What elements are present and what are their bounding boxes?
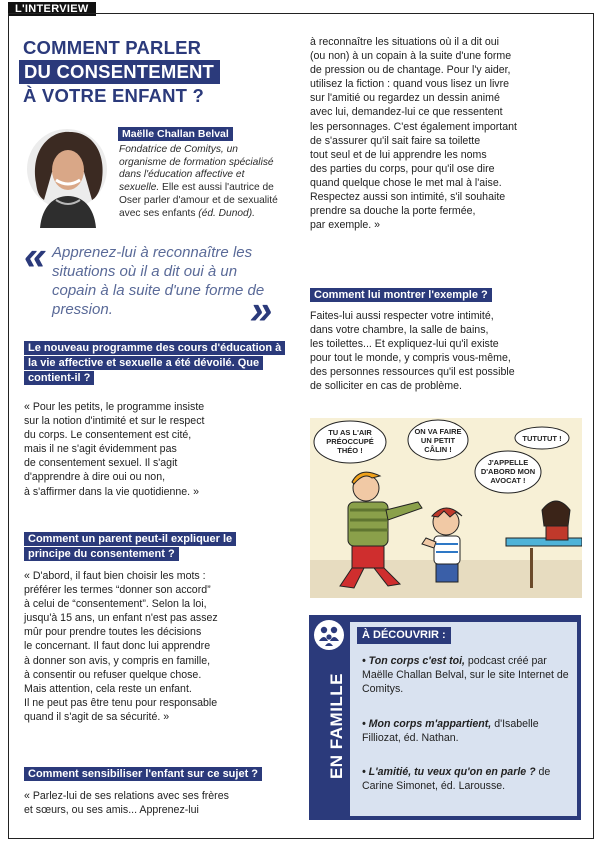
svg-text:TUTUTUT !: TUTUTUT ! — [522, 434, 562, 443]
svg-text:THÉO !: THÉO ! — [337, 446, 363, 455]
speech-bubble-4 — [475, 451, 541, 493]
title-line-3: À VOTRE ENFANT ? — [23, 85, 205, 106]
discover-item-3: • L'amitié, tu veux qu'on en parle ? de Carine Simonet, éd. Larousse. — [362, 766, 551, 792]
svg-text:D'ABORD MON: D'ABORD MON — [480, 467, 536, 476]
discover-item-1: • Ton corps c'est toi, podcast créé par Maëlle Challan Belval, sur le site Internet de Comitys. — [362, 655, 569, 695]
article-title — [23, 36, 293, 108]
question-3: Comment sensibiliser l'enfant sur ce sujet ? — [24, 767, 304, 782]
comic-illustration — [310, 418, 582, 598]
answer-3: « Parlez-lui de ses relations avec ses frères et sœurs, ou ses amis... Apprenez-lui — [24, 790, 229, 817]
title-line-2: DU CONSENTEMENT — [19, 60, 220, 84]
author-bio-role: Fondatrice de Comitys, un organisme de formation spécialisé dans l'éducation affective et sexuelle. — [119, 144, 274, 194]
svg-text:TU AS L'AIR: TU AS L'AIR — [328, 428, 372, 437]
speech-bubble-2 — [408, 420, 468, 460]
author-name: Maëlle Challan Belval — [118, 127, 233, 141]
quote-close-mark: » — [250, 288, 273, 332]
answer-3-continued: à reconnaître les situations où il a dit oui (ou non) à un copain à la suite d'une forme de pression ou de chantage. Pour l'y aider, utilisez la fiction : quand vous lisez un livre sur l'amitié ou regardez un dessin animé avec lui, demandez-lui ce que ressentent les personnages. C'est également important de s'assurer qu'il sait faire sa toilette tout seul et de lui apprendre les noms des parties du corps, pour qu'il ose dire quand quelque chose le met mal à l'aise. Respectez aussi son intimité, s'il souhaite prendre sa douche la porte fermée, par exemple. » — [310, 36, 517, 232]
family-icon — [313, 619, 345, 651]
question-2: Comment un parent peut-il expliquer le principe du consentement ? — [24, 532, 260, 562]
svg-text:CÂLIN !: CÂLIN ! — [424, 445, 452, 454]
author-portrait — [26, 128, 108, 228]
question-4: Comment lui montrer l'exemple ? — [310, 288, 570, 303]
answer-1: « Pour les petits, le programme insiste sur la notion d'intimité et sur le respect du corps. Le consentement est cité, mais il ne s'agit évidemment pas de consentement sexuel. Il s'agit d'apprendre à dire oui ou non, à s'affirmer dans la vie quotidienne. » — [24, 401, 205, 498]
discover-box-title: À DÉCOUVRIR : — [357, 627, 451, 644]
speech-bubble-1 — [314, 421, 386, 463]
author-bio-publisher: (éd. Dunod). — [198, 207, 255, 219]
speech-bubble-3 — [515, 427, 569, 449]
author-bio-book: Elle est aussi l'autrice de Oser parler d'amour et de sexualité avec ses enfants — [119, 182, 278, 219]
author-bio — [119, 144, 287, 220]
svg-text:UN PETIT: UN PETIT — [420, 436, 456, 445]
svg-text:PRÉOCCUPÉ: PRÉOCCUPÉ — [326, 437, 374, 446]
quote-open-mark: « — [24, 234, 47, 278]
discover-item-2: • Mon corps m'appartient, d'Isabelle Filliozat, éd. Nathan. — [362, 718, 539, 744]
pull-quote: Apprenez-lui à reconnaître les situations où il a dit oui à un copain à la suite d'une forme de pression. — [52, 244, 265, 318]
section-tag: L'INTERVIEW — [8, 2, 96, 16]
svg-text:AVOCAT !: AVOCAT ! — [490, 476, 526, 485]
answer-2: « D'abord, il faut bien choisir les mots : préférer les termes “donner son accord” à celui de “consentement”. Selon la loi, jusqu'à 15 ans, un enfant n'est pas assez mûr pour prendre toutes les décisions le concernant. Il faut donc lui apprendre à donner son avis, y compris en famille, à consentir ou refuser quelque chose. Mais attention, cela reste un enfant. Il ne peut pas être tenu pour responsable quand il s'agit de sa sécurité. » — [24, 570, 218, 723]
question-1: Le nouveau programme des cours d'éducation à la vie affective et sexuelle a été dévoilé. Que contient-il ? — [24, 341, 282, 386]
title-line-1: COMMENT PARLER — [23, 37, 202, 58]
box-vertical-label: EN FAMILLE — [327, 672, 346, 780]
answer-4: Faites-lui aussi respecter votre intimité, dans votre chambre, la salle de bains, les toilettes... Et expliquez-lui qu'il existe pour tout le monde, y compris vous-même, des personnes ressources qu'il est possible de solliciter en cas de problème. — [310, 310, 515, 393]
svg-text:ON VA FAIRE: ON VA FAIRE — [414, 427, 462, 436]
svg-text:J'APPELLE: J'APPELLE — [487, 458, 529, 467]
